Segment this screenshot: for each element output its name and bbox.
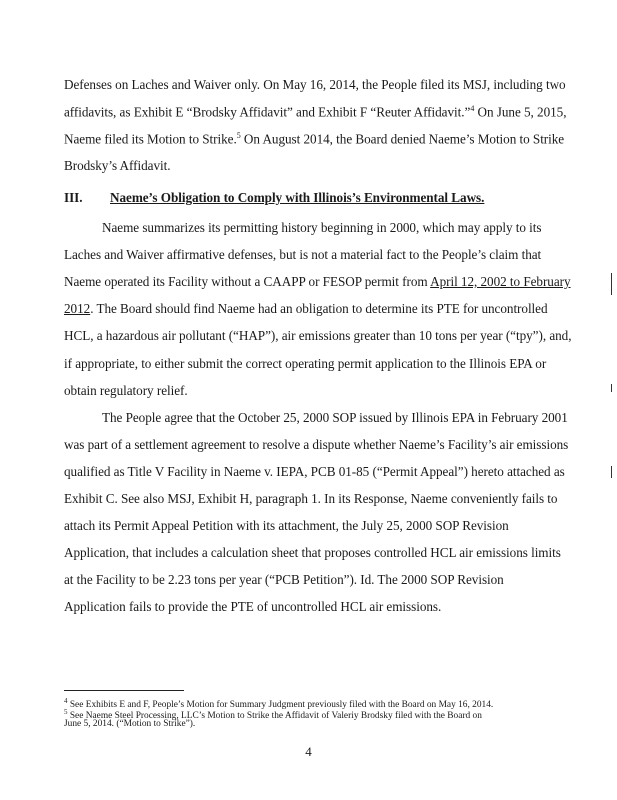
body-text: Naeme filed its Motion to Strike. <box>64 131 237 147</box>
body-line: Laches and Waiver affirmative defenses, but is not a material fact to the People’s claim that <box>64 247 542 262</box>
body-text: Naeme operated its Facility without a CAAPP or FESOP permit from <box>64 274 431 289</box>
body-text: affidavits, as Exhibit E “Brodsky Affidavit” and Exhibit F “Reuter Affidavit.” <box>64 104 471 120</box>
body-line: attach its Permit Appeal Petition with its attachment, the July 25, 2000 SOP Revision <box>64 518 509 533</box>
body-line: qualified as Title V Facility in Naeme v. IEPA, PCB 01-85 (“Permit Appeal”) hereto attached as <box>64 464 565 479</box>
date-range-underlined: April 12, 2002 to February <box>430 274 571 289</box>
section-title: Naeme’s Obligation to Comply with Illinois’s Environmental Laws. <box>110 190 485 205</box>
body-line <box>64 104 566 120</box>
footnote-5-continued: June 5, 2014. (“Motion to Strike”). <box>64 719 196 729</box>
body-line: Application fails to provide the PTE of uncontrolled HCL air emissions. <box>64 599 442 614</box>
section-heading <box>64 190 484 206</box>
page-number: 4 <box>305 744 312 759</box>
body-line: Application, that includes a calculation sheet that proposes controlled HCL air emissions limits <box>64 545 561 560</box>
body-line: Brodsky’s Affidavit. <box>64 158 171 173</box>
body-line: at the Facility to be 2.23 tons per year (“PCB Petition”). Id. The 2000 SOP Revision <box>64 572 504 587</box>
body-line: HCL, a hazardous air pollutant (“HAP”), air emissions greater than 10 tons per year (“tpy”), and, <box>64 328 572 343</box>
footnote-ref-5: 5 <box>236 131 241 140</box>
body-line <box>64 274 571 290</box>
footnote-ref-4: 4 <box>470 104 475 113</box>
body-line: if appropriate, to either submit the correct operating permit application to the Illinois EPA or <box>64 356 547 371</box>
body-text: . The Board should find Naeme had an obligation to determine its PTE for uncontrolled <box>90 301 548 316</box>
body-line: obtain regulatory relief. <box>64 383 188 398</box>
body-text: On August 2014, the Board denied Naeme’s Motion to Strike <box>240 131 565 147</box>
footnote-mark: 5 <box>64 708 68 716</box>
body-line <box>64 131 564 147</box>
body-line <box>64 301 548 317</box>
change-bar <box>611 384 612 392</box>
footnote-mark: 4 <box>64 697 68 705</box>
body-line: Naeme summarizes its permitting history beginning in 2000, which may apply to its <box>102 220 542 235</box>
footnote-divider <box>64 690 184 691</box>
date-range-underlined: 2012 <box>64 301 91 316</box>
body-text: On June 5, 2015, <box>474 104 567 120</box>
body-line: Defenses on Laches and Waiver only. On May 16, 2014, the People filed its MSJ, including two <box>64 77 566 92</box>
footnote-text: See Exhibits E and F, People’s Motion for Summary Judgment previously filed with the Board on May 16, 2014. <box>67 700 494 711</box>
change-bar <box>611 466 612 478</box>
section-number: III. <box>64 190 83 205</box>
body-line: was part of a settlement agreement to resolve a dispute whether Naeme’s Facility’s air emissions <box>64 437 569 452</box>
body-line: Exhibit C. See also MSJ, Exhibit H, paragraph 1. In its Response, Naeme conveniently fails to <box>64 491 558 506</box>
footnote-text: See Naeme Steel Processing, LLC’s Motion to Strike the Affidavit of Valeriy Brodsky filed with the Board on <box>67 711 482 722</box>
body-line: The People agree that the October 25, 2000 SOP issued by Illinois EPA in February 2001 <box>102 410 568 425</box>
change-bar <box>611 273 612 295</box>
